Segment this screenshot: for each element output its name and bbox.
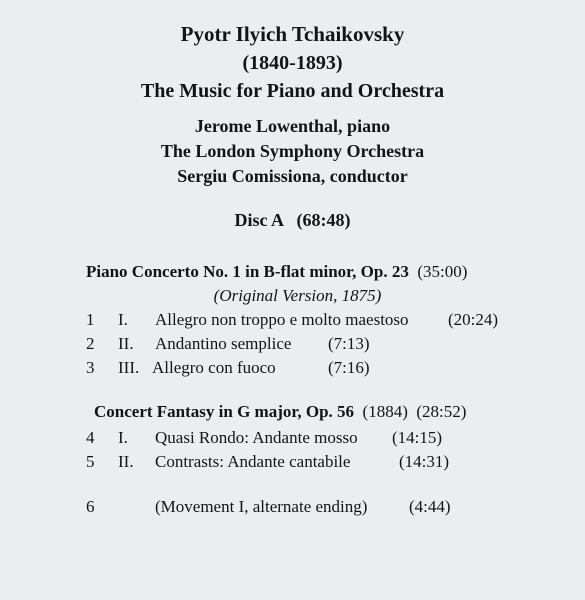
track-row — [0, 452, 585, 474]
track-movement: II. — [118, 452, 134, 471]
credit-conductor: Sergiu Comissiona, conductor — [177, 166, 408, 186]
track-row — [0, 334, 585, 356]
work-title-fantasy — [94, 402, 466, 422]
track-row — [0, 358, 585, 380]
track-title: Andantino semplice — [155, 334, 292, 353]
composer-dates: (1840-1893) — [242, 52, 343, 74]
track-number: 5 — [86, 452, 95, 471]
track-movement: II. — [118, 334, 134, 353]
track-number: 2 — [86, 334, 95, 353]
disc-label: Disc A (68:48) — [234, 210, 351, 230]
credit-orchestra: The London Symphony Orchestra — [160, 141, 425, 161]
track-title: Quasi Rondo: Andante mosso — [155, 428, 358, 447]
work-duration: (28:52) — [416, 402, 467, 421]
work-title-concerto — [86, 262, 467, 282]
track-row-extra — [0, 497, 585, 519]
work-title-text: Concert Fantasy in G major, Op. 56 — [94, 402, 355, 421]
track-title: Contrasts: Andante cantabile — [155, 452, 351, 471]
track-duration: (20:24) — [448, 310, 499, 329]
work-duration: (35:00) — [417, 262, 468, 281]
track-duration: (4:44) — [409, 497, 451, 516]
track-number: 1 — [86, 310, 95, 329]
track-duration: (7:13) — [328, 334, 370, 353]
track-title: Allegro con fuoco — [152, 358, 276, 377]
track-movement: I. — [118, 428, 128, 447]
track-number: 6 — [86, 497, 95, 516]
track-duration: (14:31) — [399, 452, 450, 471]
track-duration: (14:15) — [392, 428, 443, 447]
track-number: 4 — [86, 428, 95, 447]
track-row — [0, 428, 585, 450]
work-note: (Original Version, 1875) — [213, 286, 382, 305]
track-movement: I. — [118, 310, 128, 329]
track-row — [0, 310, 585, 332]
album-title: The Music for Piano and Orchestra — [140, 80, 445, 102]
track-title: (Movement I, alternate ending) — [155, 497, 368, 516]
work-year: (1884) — [362, 402, 408, 421]
track-movement: III. — [118, 358, 140, 377]
track-title: Allegro non troppo e molto maestoso — [155, 310, 409, 329]
track-number: 3 — [86, 358, 95, 377]
composer-name: Pyotr Ilyich Tchaikovsky — [180, 22, 405, 46]
credit-soloist: Jerome Lowenthal, piano — [194, 116, 391, 136]
track-duration: (7:16) — [328, 358, 370, 377]
work-title-text: Piano Concerto No. 1 in B-flat minor, Op. 23 — [86, 262, 409, 281]
